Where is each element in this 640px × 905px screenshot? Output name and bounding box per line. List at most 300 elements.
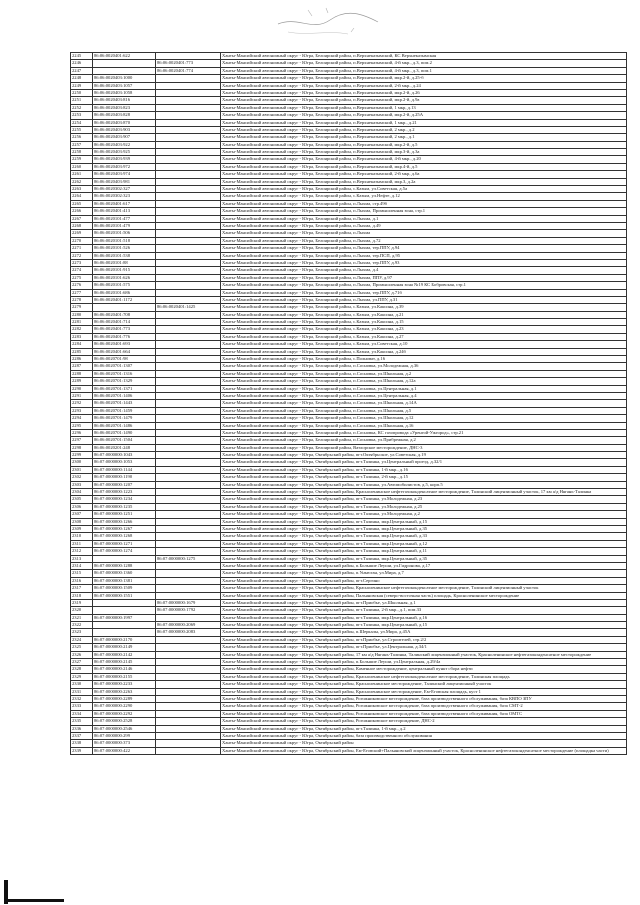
cadastral-number: 86:07:0000000:1288	[93, 562, 156, 569]
object-address: Ханты-Мансийский автономный округ - Югра, Октябрьский район, пгт.Талинка, 2-й мкр., д.15	[221, 474, 627, 481]
cadastral-number: 86:07:0000000:1551	[93, 592, 156, 599]
cadastral-number: 86:06:0020403:828	[93, 112, 156, 119]
row-number: 2271	[71, 245, 93, 252]
object-address: Ханты-Мансийский автономный округ - Югра, Октябрьский район, п.Большие Леуши, ул.Центральная, д.29/4а	[221, 659, 627, 666]
cadastral-number-premises	[156, 577, 221, 584]
cadastral-number-premises	[156, 171, 221, 178]
cadastral-number-premises	[156, 429, 221, 436]
table-row	[71, 614, 627, 621]
object-address: Ханты-Мансийский автономный округ - Югра, Октябрьский район, база производственного обслуживания	[221, 732, 627, 739]
row-number: 2262	[71, 178, 93, 185]
object-address: Ханты-Мансийский автономный округ - Югра, Октябрьский район, пгт.Талинка, мкр.Центральный, д.15	[221, 622, 627, 629]
object-address: Ханты-Мансийский автономный округ - Югра, Октябрьский район, пгт.Приобье, ул.Строителей, стр.2/2	[221, 636, 627, 643]
row-number: 2315	[71, 570, 93, 577]
object-address: Ханты-Мансийский автономный округ - Югра, Белоярский район, п.Лыхма, ул.ППУ, д.31	[221, 296, 627, 303]
row-number: 2268	[71, 222, 93, 229]
table-row	[71, 740, 627, 747]
row-number: 2292	[71, 400, 93, 407]
cadastral-number: 86:07:0000000:2292	[93, 710, 156, 717]
cadastral-number: 86:06:0020101:477	[93, 215, 156, 222]
cadastral-number-premises	[156, 53, 221, 60]
cadastral-number-premises	[156, 200, 221, 207]
cadastral-number: 86:06:0020403:1000	[93, 75, 156, 82]
row-number: 2296	[71, 429, 93, 436]
cadastral-number-premises	[156, 592, 221, 599]
cadastral-number: 86:07:0000000:1043	[93, 452, 156, 459]
cadastral-number-premises	[156, 126, 221, 133]
cadastral-number-premises	[156, 636, 221, 643]
cadastral-number: 86:06:0020401:776	[93, 333, 156, 340]
row-number: 2257	[71, 141, 93, 148]
row-number: 2281	[71, 319, 93, 326]
object-address: Ханты-Мансийский автономный округ - Югра, Октябрьский район, пгт.Талинка, 1-й мкр., д.2	[221, 725, 627, 732]
table-row	[71, 695, 627, 702]
table-row	[71, 149, 627, 156]
margin-scribble	[268, 2, 398, 42]
object-address: Ханты-Мансийский автономный округ - Югра, Октябрьский район, пгт.Талинка, мкр.Центральный, д.15	[221, 518, 627, 525]
cadastral-number	[93, 60, 156, 67]
row-number: 2267	[71, 215, 93, 222]
object-address: Ханты-Мансийский автономный округ - Югра, Белоярский район, п.Сосновка, ул.Школьная, д.2	[221, 370, 627, 377]
object-address: Ханты-Мансийский автономный округ - Югра, Белоярский район, п.Лыхма, тер.ППУ, д.93	[221, 259, 627, 266]
cadastral-number: 86:06:0020401:622	[93, 53, 156, 60]
cadastral-number	[93, 622, 156, 629]
row-number: 2312	[71, 548, 93, 555]
cadastral-number: 86:07:0000000:2149	[93, 644, 156, 651]
table-row	[71, 732, 627, 739]
cadastral-number: 86:06:0020403:939	[93, 156, 156, 163]
table-row	[71, 452, 627, 459]
object-address: Ханты-Мансийский автономный округ - Югра, Белоярский район, п.Сосновка, ул.Школьная, д.5	[221, 407, 627, 414]
cadastral-number-premises	[156, 193, 221, 200]
table-row	[71, 622, 627, 629]
row-number: 2252	[71, 104, 93, 111]
object-address: Ханты-Мансийский автономный округ - Югра, Октябрьский район, пгт.Талинка, мкр.Центральный, д.11	[221, 548, 627, 555]
row-number: 2277	[71, 289, 93, 296]
cadastral-number-premises	[156, 562, 221, 569]
row-number: 2283	[71, 333, 93, 340]
cadastral-number: 86:07:0000000:2146	[93, 666, 156, 673]
table-row	[71, 718, 627, 725]
cadastral-number-premises	[156, 518, 221, 525]
object-address: Ханты-Мансийский автономный округ - Югра, Октябрьский район, Красноленинское нефтегазоконденсатное месторождение, Талинский лицензионный участок	[221, 585, 627, 592]
row-number: 2337	[71, 732, 93, 739]
cadastral-number: 86:06:0020701:1406	[93, 392, 156, 399]
object-address: Ханты-Мансийский автономный округ - Югра, Белоярский район, п.Лыхма, тер.ПСП, д.95	[221, 252, 627, 259]
row-number: 2331	[71, 688, 93, 695]
cadastral-number-premises	[156, 503, 221, 510]
cadastral-number	[93, 629, 156, 636]
cadastral-number: 86:06:0020701:1490	[93, 429, 156, 436]
cadastral-number-premises	[156, 718, 221, 725]
cadastral-number: 86:06:0020403:823	[93, 104, 156, 111]
object-address: Ханты-Мансийский автономный округ - Югра, Октябрьский район, Рогожниковское месторождение, база производственного обслуживания, база СМТ-2	[221, 703, 627, 710]
cadastral-number-premises	[156, 252, 221, 259]
row-number: 2266	[71, 208, 93, 215]
cadastral-number: 86:06:0020302:323	[93, 193, 156, 200]
cadastral-number-premises	[156, 348, 221, 355]
cadastral-number-premises	[156, 526, 221, 533]
cadastral-number-premises: 86:07:0000000:2069	[156, 622, 221, 629]
cadastral-number-premises	[156, 496, 221, 503]
row-number: 2310	[71, 533, 93, 540]
table-row	[71, 555, 627, 562]
table-row	[71, 703, 627, 710]
row-number: 2339	[71, 747, 93, 754]
cadastral-number-premises	[156, 274, 221, 281]
table-row	[71, 82, 627, 89]
table-row	[71, 326, 627, 333]
cadastral-number: 86:06:0020403:922	[93, 141, 156, 148]
object-address: Ханты-Мансийский автономный округ - Югра, Белоярский район, с.Казым, ул.Каксина, д.24б	[221, 348, 627, 355]
table-row	[71, 489, 627, 496]
cadastral-number: 86:06:0020403:1058	[93, 89, 156, 96]
table-row	[71, 311, 627, 318]
cadastral-number: 86:06:0020701:1329	[93, 378, 156, 385]
table-row	[71, 67, 627, 74]
row-number: 2318	[71, 592, 93, 599]
row-number: 2323	[71, 629, 93, 636]
object-address: Ханты-Мансийский автономный округ - Югра, Белоярский район, п.Верхнеказымский, 4-й мкр., д.3, пом.1	[221, 67, 627, 74]
table-row	[71, 304, 627, 311]
cadastral-number: 86:06:0020101:88	[93, 259, 156, 266]
cadastral-number-premises	[156, 437, 221, 444]
cadastral-number: 86:06:0020403:925	[93, 149, 156, 156]
cadastral-number-premises	[156, 186, 221, 193]
cadastral-number-premises	[156, 89, 221, 96]
object-address: Ханты-Мансийский автономный округ - Югра, Белоярский район, п.Сосновка, ул.Школьная, д.14А	[221, 400, 627, 407]
cadastral-number	[93, 599, 156, 606]
row-number: 2280	[71, 311, 93, 318]
row-number: 2308	[71, 518, 93, 525]
register-table-body	[71, 53, 627, 755]
object-address: Ханты-Мансийский автономный округ - Югра, Белоярский район, п.Верхнеказымский, мкр.4-й, д.5	[221, 163, 627, 170]
cadastral-number-premises	[156, 267, 221, 274]
cadastral-number: 86:06:0020101:479	[93, 222, 156, 229]
row-number: 2295	[71, 422, 93, 429]
row-number: 2287	[71, 363, 93, 370]
cadastral-number: 86:06:0020701:1504	[93, 437, 156, 444]
object-address: Ханты-Мансийский автономный округ - Югра, Белоярский район, п.Верхнеказымский, 2 мкр., д.1	[221, 134, 627, 141]
cadastral-number-premises	[156, 548, 221, 555]
cadastral-number-premises	[156, 75, 221, 82]
cadastral-number: 86:06:0020403:974	[93, 171, 156, 178]
cadastral-number-premises	[156, 97, 221, 104]
cadastral-number: 86:06:0020701:1371	[93, 385, 156, 392]
cadastral-number-premises	[156, 289, 221, 296]
row-number: 2278	[71, 296, 93, 303]
table-row	[71, 385, 627, 392]
object-address: Ханты-Мансийский автономный округ - Югра, Белоярский район, п.Сосновка, ул.Школьная, д.12а	[221, 378, 627, 385]
row-number: 2301	[71, 466, 93, 473]
row-number: 2327	[71, 659, 93, 666]
row-number: 2248	[71, 75, 93, 82]
object-address: Ханты-Мансийский автономный округ - Югра, Белоярский район, с.Казым, ул.Каксина, д.15	[221, 319, 627, 326]
row-number: 2249	[71, 82, 93, 89]
object-address: Ханты-Мансийский автономный округ - Югра, Октябрьский район, Красноленинское месторождение, Талинский лицензионный участок	[221, 681, 627, 688]
cadastral-number-premises	[156, 178, 221, 185]
cadastral-number-premises	[156, 208, 221, 215]
cadastral-number: 86:06:0020701:1316	[93, 370, 156, 377]
cadastral-number: 86:06:0020401:413	[93, 208, 156, 215]
cadastral-number-premises	[156, 732, 221, 739]
table-row	[71, 259, 627, 266]
object-address: Ханты-Мансийский автономный округ - Югра, Белоярский район, п.Лыхма, д.4	[221, 267, 627, 274]
row-number: 2263	[71, 186, 93, 193]
row-number: 2276	[71, 282, 93, 289]
cadastral-number-premises	[156, 222, 221, 229]
row-number: 2336	[71, 725, 93, 732]
object-address: Ханты-Мансийский автономный округ - Югра, Октябрьский район, Красноленинское нефтегазоконденсатное месторождение, Талинская площадь	[221, 673, 627, 680]
row-number: 2282	[71, 326, 93, 333]
object-address: Ханты-Мансийский автономный округ - Югра, Белоярский район, п.Верхнеказымский, 4-й мкр., д.3, пом.2	[221, 60, 627, 67]
table-row	[71, 141, 627, 148]
table-row	[71, 503, 627, 510]
object-address: Ханты-Мансийский автономный округ - Югра, Октябрьский район, Пальяновская (северо-восточная часть) площадь, Красноленинское месторождение	[221, 592, 627, 599]
cadastral-number: 86:07:0000000:2233	[93, 681, 156, 688]
cadastral-number: 86:06:0020701:1479	[93, 415, 156, 422]
cadastral-number-premises	[156, 392, 221, 399]
table-row	[71, 681, 627, 688]
cadastral-number-premises	[156, 230, 221, 237]
cadastral-number: 86:06:0020302:327	[93, 186, 156, 193]
cadastral-number-premises	[156, 141, 221, 148]
object-address: Ханты-Мансийский автономный округ - Югра, Белоярский район, п.Лыхма, д.72	[221, 237, 627, 244]
table-row	[71, 422, 627, 429]
cadastral-number-premises	[156, 710, 221, 717]
cadastral-number-premises	[156, 333, 221, 340]
cadastral-number: 86:06:0020403:981	[93, 178, 156, 185]
cadastral-number-premises	[156, 407, 221, 414]
object-address: Ханты-Мансийский автономный округ - Югра, Октябрьский район, Рогожниковское месторождение, ДНС-2	[221, 718, 627, 725]
row-number: 2330	[71, 681, 93, 688]
table-row	[71, 282, 627, 289]
cadastral-number: 86:07:0000000:1235	[93, 503, 156, 510]
object-address: Ханты-Мансийский автономный округ - Югра, Белоярский район, п.Лыхма, д.1	[221, 215, 627, 222]
cadastral-number-premises	[156, 296, 221, 303]
scan-edge-line	[4, 899, 64, 902]
row-number: 2317	[71, 585, 93, 592]
row-number: 2293	[71, 407, 93, 414]
cadastral-number: 86:06:0020403:816	[93, 97, 156, 104]
cadastral-number-premises	[156, 511, 221, 518]
row-number: 2259	[71, 156, 93, 163]
table-row	[71, 659, 627, 666]
row-number: 2274	[71, 267, 93, 274]
cadastral-number-premises	[156, 725, 221, 732]
cadastral-number: 86:07:0000000:1223	[93, 489, 156, 496]
object-address: Ханты-Мансийский автономный округ - Югра, Октябрьский район, пгт.Приобье, ул.Центральная, д.34/1	[221, 644, 627, 651]
object-address: Ханты-Мансийский автономный округ - Югра, Белоярский район, п.Верхнеказымский, мкр.2-й, д.5	[221, 141, 627, 148]
cadastral-number: 86:06:0020403:907	[93, 134, 156, 141]
cadastral-number-premises	[156, 422, 221, 429]
cadastral-number: 86:07:0000000:1251	[93, 511, 156, 518]
table-row	[71, 245, 627, 252]
table-row	[71, 237, 627, 244]
row-number: 2320	[71, 607, 93, 614]
row-number: 2270	[71, 237, 93, 244]
table-row	[71, 267, 627, 274]
cadastral-number-premises: 86:06:0020401:1425	[156, 304, 221, 311]
cadastral-number-premises	[156, 385, 221, 392]
table-row	[71, 400, 627, 407]
table-row	[71, 444, 627, 451]
table-row	[71, 407, 627, 414]
cadastral-number-premises	[156, 163, 221, 170]
table-row	[71, 348, 627, 355]
cadastral-number-premises	[156, 378, 221, 385]
cadastral-number: 86:07:0000000:1267	[93, 526, 156, 533]
cadastral-number-premises: 86:06:0020401:774	[156, 67, 221, 74]
cadastral-number: 86:06:0020401:693	[93, 341, 156, 348]
table-row	[71, 666, 627, 673]
row-number: 2338	[71, 740, 93, 747]
object-address: Ханты-Мансийский автономный округ - Югра, Октябрьский район, Ем-Еговский+Пальяновский лицензионный участок, Красноленинское нефтегазоконденсатное месторождение (площадка части)	[221, 747, 627, 754]
cadastral-number: 86:07:0000000:1190	[93, 474, 156, 481]
row-number: 2334	[71, 710, 93, 717]
object-address: Ханты-Мансийский автономный округ - Югра, Октябрьский район, Рогожниковское месторождение, база производственного обслуживания, база КВПО ЗПУ	[221, 695, 627, 702]
cadastral-number: 86:06:0020401:1172	[93, 296, 156, 303]
cadastral-number: 86:06:0020101:538	[93, 252, 156, 259]
object-address: Ханты-Мансийский автономный округ - Югра, Октябрьский район, пгт.Сергино	[221, 577, 627, 584]
row-number: 2291	[71, 392, 93, 399]
object-address: Ханты-Мансийский автономный округ - Югра, Октябрьский район, Каменное месторождение, центральный пункт сбора нефти	[221, 666, 627, 673]
cadastral-number-premises	[156, 452, 221, 459]
cadastral-number-premises	[156, 112, 221, 119]
row-number: 2246	[71, 60, 93, 67]
cadastral-number-premises: 86:07:0000000:2083	[156, 629, 221, 636]
cadastral-number: 86:07:0000000:2546	[93, 725, 156, 732]
cadastral-number: 86:07:0000000:2263	[93, 688, 156, 695]
object-address: Ханты-Мансийский автономный округ - Югра, Белоярский район, с.Казым, ул.Советская, д.10	[221, 341, 627, 348]
row-number: 2311	[71, 540, 93, 547]
object-address: Ханты-Мансийский автономный округ - Югра, Белоярский район, п.Верхнеказымский, 4-й мкр., д.20	[221, 156, 627, 163]
table-row	[71, 356, 627, 363]
object-address: Ханты-Мансийский автономный округ - Югра, Белоярский район, п.Лыхма, ППУ, д.97	[221, 274, 627, 281]
object-address: Ханты-Мансийский автономный округ - Югра, Белоярский район, п.Лыхма, д.49	[221, 222, 627, 229]
table-row	[71, 112, 627, 119]
table-row	[71, 274, 627, 281]
cadastral-number-premises	[156, 82, 221, 89]
table-row	[71, 178, 627, 185]
row-number: 2288	[71, 370, 93, 377]
cadastral-number: 86:07:0000000:1360	[93, 570, 156, 577]
object-address: Ханты-Мансийский автономный округ - Югра, Октябрьский район, пгт.Талинка, ул.Молодежная, д.23	[221, 496, 627, 503]
cadastral-number-premises	[156, 747, 221, 754]
row-number: 2253	[71, 112, 93, 119]
cadastral-number: 86:06:0020403:903	[93, 126, 156, 133]
cadastral-number: 86:06:0020101:686	[93, 289, 156, 296]
object-address: Ханты-Мансийский автономный округ - Югра, Белоярский район, п.Верхнеказымский, мкр.3, д.2а	[221, 178, 627, 185]
object-address: Ханты-Мансийский автономный округ - Югра, Октябрьский район, пгт.Талинка, мкр.Центральный, д.35	[221, 555, 627, 562]
cadastral-number: 86:06:0020101:626	[93, 274, 156, 281]
object-address: Ханты-Мансийский автономный округ - Югра, Белоярский район, п.Сосновка, ул.Центральная, д.4	[221, 392, 627, 399]
row-number: 2335	[71, 718, 93, 725]
table-row	[71, 636, 627, 643]
row-number: 2255	[71, 126, 93, 133]
object-address: Ханты-Мансийский автономный округ - Югра, Белоярский район, п.Верхнеказымский, 2-й мкр, д.6а	[221, 171, 627, 178]
cadastral-number: 86:07:0000000:1271	[93, 540, 156, 547]
table-row	[71, 526, 627, 533]
object-address: Ханты-Мансийский автономный округ - Югра, Белоярский район, п.Верхнеказымский, 1 мкр., д.21	[221, 119, 627, 126]
row-number: 2247	[71, 67, 93, 74]
cadastral-number: 86:06:0020701:1486	[93, 422, 156, 429]
table-row	[71, 252, 627, 259]
cadastral-number: 86:06:0020701:1307	[93, 363, 156, 370]
cadastral-number-premises	[156, 319, 221, 326]
table-row	[71, 548, 627, 555]
object-address: Ханты-Мансийский автономный округ - Югра, Белоярский район, п.Лыхма, стр.49б	[221, 200, 627, 207]
cadastral-number-premises	[156, 533, 221, 540]
object-address: Ханты-Мансийский автономный округ - Югра, Белоярский район, с.Казым, ул.Каксина, д.27	[221, 333, 627, 340]
cadastral-number: 86:06:0020401:664	[93, 348, 156, 355]
object-address: Ханты-Мансийский автономный округ - Югра, Октябрьский район, п.Шеркалы, ул.Мира, д.45А	[221, 629, 627, 636]
table-row	[71, 429, 627, 436]
cadastral-number-premises	[156, 245, 221, 252]
row-number: 2333	[71, 703, 93, 710]
object-address: Ханты-Мансийский автономный округ - Югра, Белоярский район, п.Сосновка, ул.Школьная, д.12	[221, 415, 627, 422]
cadastral-number: 86:06:0020701:1443	[93, 400, 156, 407]
cadastral-number-premises	[156, 740, 221, 747]
cadastral-number-premises	[156, 459, 221, 466]
cadastral-number-premises	[156, 400, 221, 407]
row-number: 2254	[71, 119, 93, 126]
cadastral-number: 86:07:0000000:2170	[93, 636, 156, 643]
object-address: Ханты-Мансийский автономный округ - Югра, Октябрьский район, п.Большие Леуши, ул.Гидронова, д.17	[221, 562, 627, 569]
cadastral-number	[93, 555, 156, 562]
cadastral-number-premises	[156, 311, 221, 318]
object-address: Ханты-Мансийский автономный округ - Югра, Белоярский район, п.Верхнеказымский, 2-й мкр., д.24	[221, 82, 627, 89]
cadastral-number: 86:07:0000000:422	[93, 747, 156, 754]
table-row	[71, 208, 627, 215]
object-address: Ханты-Мансийский автономный округ - Югра, Октябрьский район, пгт.Талинка, ул.Молодежная, д.2	[221, 511, 627, 518]
object-address: Ханты-Мансийский автономный округ - Югра, Октябрьский район	[221, 740, 627, 747]
register-table	[70, 52, 627, 755]
table-row	[71, 570, 627, 577]
cadastral-number: 86:06:0020101:915	[93, 267, 156, 274]
object-address: Ханты-Мансийский автономный округ - Югра, Белоярский район, п.Верхнеказымский, мкр.2-й, д.9а	[221, 97, 627, 104]
cadastral-number-premises	[156, 681, 221, 688]
table-row	[71, 370, 627, 377]
table-row	[71, 437, 627, 444]
table-row	[71, 629, 627, 636]
table-row	[71, 688, 627, 695]
table-row	[71, 511, 627, 518]
row-number: 2299	[71, 452, 93, 459]
row-number: 2326	[71, 651, 93, 658]
cadastral-number: 86:07:0000000:1997	[93, 614, 156, 621]
table-row	[71, 75, 627, 82]
cadastral-number-premises	[156, 149, 221, 156]
cadastral-number-premises	[156, 282, 221, 289]
row-number: 2303	[71, 481, 93, 488]
object-address: Ханты-Мансийский автономный округ - Югра, Октябрьский район, пгт.Талинка, мкр.Центральный, д.12	[221, 540, 627, 547]
table-row	[71, 200, 627, 207]
object-address: Ханты-Мансийский автономный округ - Югра, Октябрьский район, пгт.Талинка, ул.Автомобилистов, д.5, корп.5	[221, 481, 627, 488]
cadastral-number: 86:06:0020101:526	[93, 245, 156, 252]
cadastral-number-premises	[156, 341, 221, 348]
object-address: Ханты-Мансийский автономный округ - Югра, Белоярский район, с.Казым, ул.Каксина, д.23	[221, 326, 627, 333]
table-row	[71, 599, 627, 606]
cadastral-number-premises	[156, 259, 221, 266]
table-row	[71, 341, 627, 348]
cadastral-number: 86:07:0000000:299	[93, 732, 156, 739]
row-number: 2319	[71, 599, 93, 606]
cadastral-number: 86:06:0020201:248	[93, 444, 156, 451]
cadastral-number-premises: 86:06:0020401:773	[156, 60, 221, 67]
cadastral-number-premises	[156, 104, 221, 111]
cadastral-number-premises	[156, 703, 221, 710]
